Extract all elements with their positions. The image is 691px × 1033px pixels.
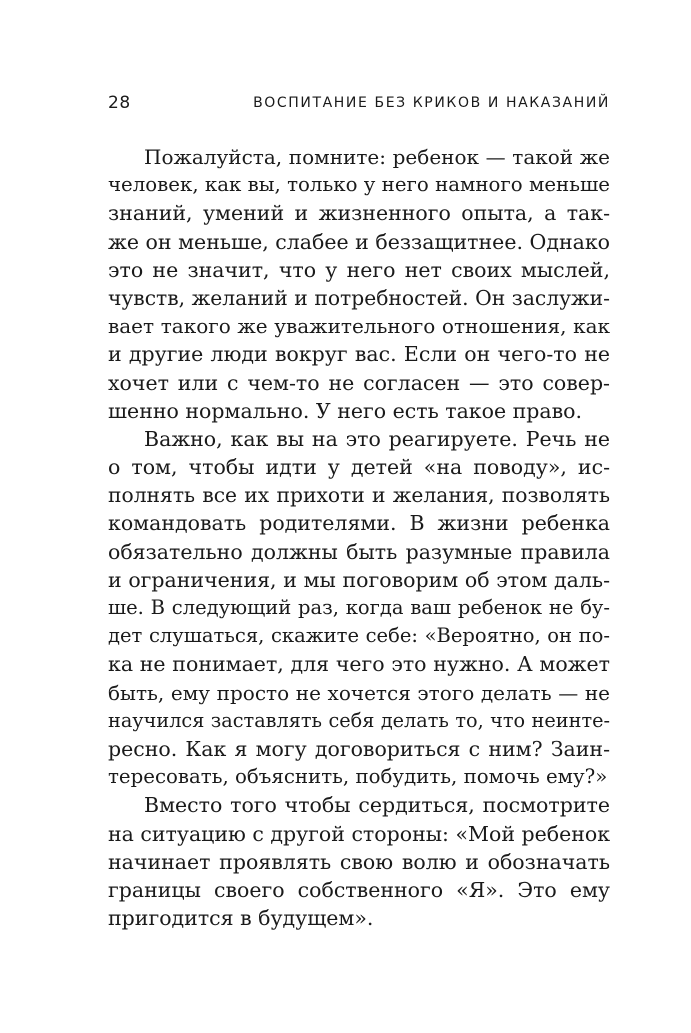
- text-line: ше. В следующий раз, когда ваш ребенок не бу-: [108, 596, 610, 619]
- body-text: [108, 143, 610, 932]
- text-line: ка не понимает, для чего это нужно. А может: [108, 652, 610, 677]
- paragraph-3: [108, 791, 610, 932]
- text-line: начинает проявлять свою волю и обозначать: [108, 849, 610, 874]
- text-line: быть, ему просто не хочется этого делать — не: [108, 680, 610, 705]
- text-line: научился заставлять себя делать то, что неинте-: [108, 708, 610, 732]
- text-line: и ограничения, и мы поговорим об этом даль-: [108, 567, 610, 592]
- text-line: Важно, как вы на это реагируете. Речь не: [144, 426, 610, 451]
- text-line: вает такого же уважительного отношения, как: [108, 314, 610, 339]
- paragraph-2: [108, 425, 610, 791]
- text-line: пригодится в будущем».: [108, 906, 374, 931]
- text-line: и другие люди вокруг вас. Если он чего-то не: [108, 342, 610, 367]
- text-line: это не значит, что у него нет своих мыслей,: [108, 257, 610, 282]
- paragraph-1: [108, 143, 610, 425]
- text-line: человек, как вы, только у него намного меньше: [108, 173, 610, 197]
- text-line: чувств, желаний и потребностей. Он заслужи-: [108, 285, 610, 310]
- text-line: Пожалуйста, помните: ребенок — такой же: [144, 145, 610, 169]
- text-line: хочет или с чем-то не согласен — это совер-: [108, 370, 610, 395]
- text-line: ресно. Как я могу договориться с ним? Заин-: [108, 736, 610, 761]
- page-header: [108, 93, 610, 117]
- text-line: тересовать, объяснить, побудить, помочь ему?»: [108, 765, 608, 789]
- text-line: командовать родителями. В жизни ребенка: [108, 511, 610, 536]
- running-title: ВОСПИТАНИЕ БЕЗ КРИКОВ И НАКАЗАНИЙ: [253, 95, 610, 111]
- text-line: полнять все их прихоти и желания, позволять: [108, 483, 610, 508]
- text-line: на ситуацию с другой стороны: «Мой ребенок: [108, 821, 611, 846]
- text-line: обязательно должны быть разумные правила: [108, 539, 610, 564]
- text-line: дет слушаться, скажите себе: «Вероятно, он по-: [108, 624, 610, 648]
- text-line: же он меньше, слабее и беззащитнее. Однако: [108, 229, 610, 254]
- text-line: шенно нормально. У него есть такое право.: [108, 398, 583, 423]
- text-line: знаний, умений и жизненного опыта, а так-: [108, 201, 610, 226]
- text-line: Вместо того чтобы сердиться, посмотрите: [144, 793, 610, 818]
- text-line: границы своего собственного «Я». Это ему: [108, 877, 610, 902]
- page-number: 28: [108, 93, 131, 113]
- text-line: о том, чтобы идти у детей «на поводу», ис-: [108, 455, 610, 480]
